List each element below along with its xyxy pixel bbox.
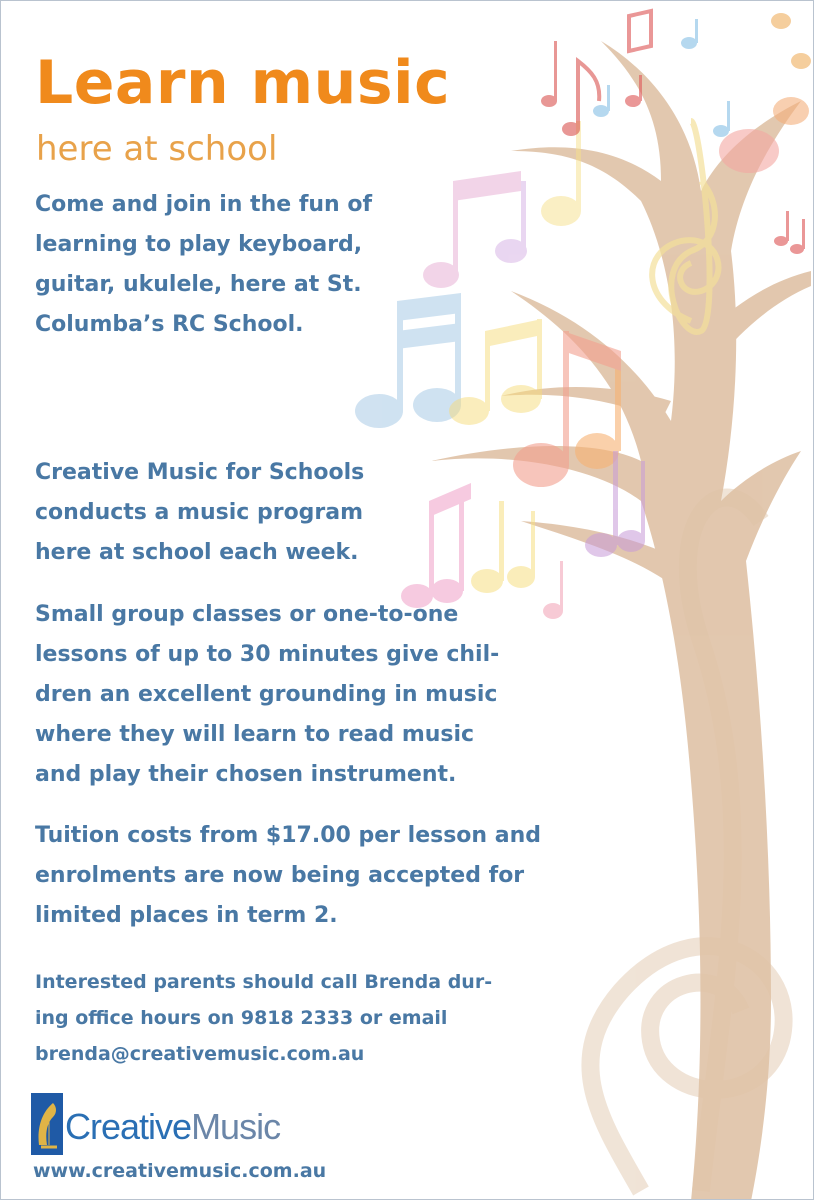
- logo-name-bold: Creative: [65, 1106, 192, 1147]
- creative-music-logo: [31, 1093, 331, 1155]
- page-title: Learn music: [35, 48, 451, 118]
- tuition-paragraph: Tuition costs from $17.00 per lesson and enrolments are now being accepted for limited places in term 2.: [35, 823, 541, 928]
- logo-wordmark: [65, 1105, 280, 1149]
- logo-name-light: Music: [191, 1106, 281, 1147]
- harp-logo-icon: [31, 1093, 63, 1155]
- intro-paragraph: Come and join in the fun of learning to play keyboard, guitar, ukulele, here at St. Columba’s RC School.: [35, 192, 373, 337]
- classes-paragraph: Small group classes or one-to-one lessons of up to 30 minutes give chil- dren an excellent grounding in music where they will learn to read music and play their chosen instrument.: [35, 602, 500, 787]
- page-subtitle: here at school: [36, 129, 278, 169]
- program-paragraph: Creative Music for Schools conducts a music program here at school each week.: [35, 460, 365, 565]
- contact-paragraph: Interested parents should call Brenda dur- ing office hours on 9818 2333 or email brenda@creativemusic.com.au: [35, 971, 493, 1065]
- website-link[interactable]: www.creativemusic.com.au: [33, 1160, 327, 1182]
